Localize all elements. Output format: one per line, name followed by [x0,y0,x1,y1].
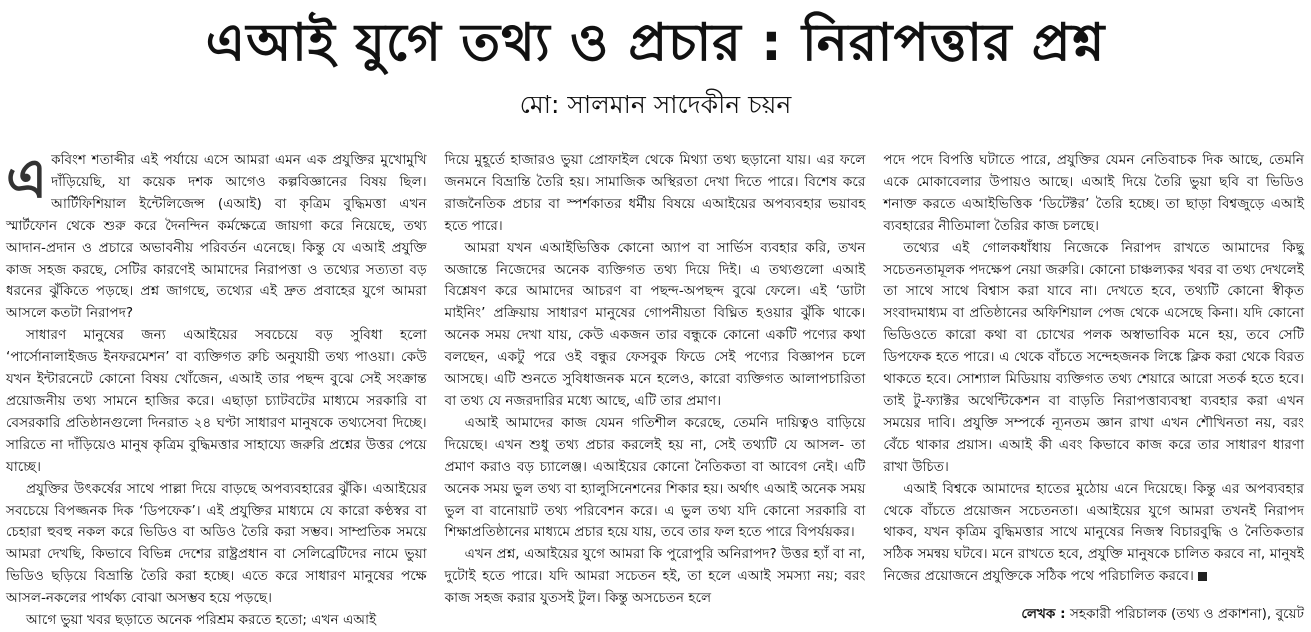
author-credit [883,604,1304,626]
author-title: সহকারী পরিচালক (তথ্য ও প্রকাশনা), বুয়েট [1069,606,1305,623]
author-label: লেখক : [1021,606,1066,623]
paragraph: আগে ভুয়া খবর ছড়াতে অনেক পরিশ্রম করতে হতো; এখন এআই [26,612,377,629]
paragraph: আমরা যখন এআইভিত্তিক কোনো অ্যাপ বা সার্ভিস ব্যবহার করি, তখন অজান্তে নিজেদের অনেক ব্যক্তিগত তথ্য দিয়ে দিই। এ তথ্যগুলো এআই বিশ্লেষণ করে আমাদের আচরণ বা পছন্দ-অপছন্দ বুঝে ফেলে। এই ‘ডাটা মাইনিং’ প্রক্রিয়ায় সাধারণ মানুষের গোপনীয়তা বিঘ্নিত হওয়ার ঝুঁকি থাকে। অনেক সময় দেখা যায়, কেউ একজন তার বন্ধুকে কোনো একটি পণ্যের কথা বলছেন, একটু পরে ওই বন্ধুর ফেসবুক ফিডে সেই পণ্যের বিজ্ঞাপন চলে আসছে। এটি শুনতে সুবিধাজনক মনে হলেও, কারো ব্যক্তিগত আলাপচারিতা বা তথ্য যে নজরদারির মধ্যে আছে, এটি তার প্রমাণ। [444,239,866,409]
paragraph-text: কবিংশ শতাব্দীর এই পর্যায়ে এসে আমরা এমন এক প্রযুক্তির মুখোমুখি দাঁড়িয়েছি, যা কয়েক দশক আগেও কল্পবিজ্ঞানের বিষয় ছিল। আর্টিফিশিয়াল ইন্টেলিজেন্স (এআই) বা কৃত্রিম বুদ্ধিমত্তা এখন স্মার্টফোন থেকে শুরু করে দৈনন্দিন কর্মক্ষেত্রে জায়গা করে নিয়েছে, তথ্য আদান-প্রদান ও প্রচারে অভাবনীয় পরিবর্তন এনেছে। কিন্তু যে এআই প্রযুক্তি কাজ সহজ করছে, সেটির কারণেই আমাদের নিরাপত্তা ও তথ্যের সত্যতা বড় ধরনের ঝুঁকিতে পড়ছে। প্রশ্ন জাগছে, তথ্যের এই দ্রুত প্রবাহের যুগে আমরা আসলে কতটা নিরাপদ? [6,152,427,322]
paragraph-text: এআই বিশ্বকে আমাদের হাতের মুঠোয় এনে দিয়েছে। কিন্তু এর অপব্যবহার থেকে বাঁচতে প্রয়োজন সচেতনতা। এআইয়ের যুগে আমরা তখনই নিরাপদ থাকব, যখন কৃত্রিম বুদ্ধিমত্তার সাথে মানুষের নিজস্ব বিচারবুদ্ধি ও নৈতিকতার সঠিক সমন্বয় ঘটবে। মনে রাখতে হবে, প্রযুক্তি মানুষকে চালিত করবে না, মানুষই নিজের প্রয়োজনে প্রযুক্তিকে সঠিক পথে পরিচালিত করবে। [883,480,1305,585]
article-column-3 [883,150,1305,623]
article-headline: এআই যুগে তথ্য ও প্রচার : নিরাপত্তার প্রশ্ন [205,13,1106,73]
paragraph [883,479,1304,589]
paragraph: দিয়ে মুহূর্তে হাজারও ভুয়া প্রোফাইল থেকে মিথ্যা তথ্য ছড়ানো যায়। এর ফলে জনমনে বিভ্রান্তি তৈরি হয়। সামাজিক অস্থিরতা দেখা দিতে পারে। বিশেষ করে রাজনৈতিক প্রচার বা স্পর্শকাতর ধর্মীয় বিষয়ে এআইয়ের অপব্যবহার ভয়াবহ হতে পারে। [444,152,866,234]
paragraph: পদে পদে বিপত্তি ঘটাতে পারে, প্রযুক্তির যেমন নেতিবাচক দিক আছে, তেমনি একে মোকাবেলার উপায়ও আছে। এআই দিয়ে তৈরি ভুয়া ছবি বা ভিডিও শনাক্ত করতে এআইভিত্তিক ‘ডিটেক্টর’ তৈরি হচ্ছে। তা ছাড়া বিশ্বজুড়ে এআই ব্যবহারের নীতিমালা তৈরির কাজ চলছে। [883,152,1305,234]
paragraph: তথ্যের এই গোলকধাঁধায় নিজেকে নিরাপদ রাখতে আমাদের কিছু সচেতনতামূলক পদক্ষেপ নেয়া জরুরি। কোনো চাঞ্চল্যকর খবর বা তথ্য দেখলেই তা সাথে সাথে বিশ্বাস করা যাবে না। দেখতে হবে, তথ্যটি কোনো স্বীকৃত সংবাদমাধ্যম বা প্রতিষ্ঠানের অফিশিয়াল পেজ থেকে এসেছে কিনা। যদি কোনো ভিডিওতে কারো কথা বা চোখের পলক অস্বাভাবিক মনে হয়, তবে সেটি ডিপফেক হতে পারে। এ থেকে বাঁচতে সন্দেহজনক লিঙ্কে ক্লিক করা থেকে বিরত থাকতে হবে। সোশ্যাল মিডিয়ায় ব্যক্তিগত তথ্য শেয়ারে আরো সতর্ক হতে হবে। তাই টু-ফ্যাক্টর অথেন্টিকেশন বা বাড়তি নিরাপত্তাব্যবস্থা ব্যবহার করা এখন সময়ের দাবি। প্রযুক্তি সম্পর্কে ন্যূনতম জ্ঞান রাখা এখন শৌখিনতা নয়, বরং বেঁচে থাকার প্রয়াস। এআই কী এবং কিভাবে কাজ করে তার সাধারণ ধারণা রাখা উচিত। [883,239,1305,475]
article-byline: মো: সালমান সাদেকীন চয়ন [519,90,792,119]
paragraph: এআই আমাদের কাজ যেমন গতিশীল করেছে, তেমনি দায়িত্বও বাড়িয়ে দিয়েছে। এখন শুধু তথ্য প্রচার করলেই হয় না, সেই তথ্যটি যে আসল- তা প্রমাণ করাও বড় চ্যালেঞ্জ। এআইয়ের কোনো নৈতিকতা বা আবেগ নেই। এটি অনেক সময় ভুল তথ্য বা হ্যালুসিনেশনের শিকার হয়। অর্থাৎ এআই অনেক সময় ভুল বা বানোয়াট তথ্য পরিবেশন করে। এ ভুল তথ্য যদি কোনো সরকারি বা শিক্ষাপ্রতিষ্ঠানের মাধ্যমে প্রচার হয়ে যায়, তবে তার ফল হতে পারে বিপর্যয়কর। [444,414,866,541]
paragraph: সাধারণ মানুষের জন্য এআইয়ের সবচেয়ে বড় সুবিধা হলো ‘পার্সোনালাইজড ইনফরমেশন’ বা ব্যক্তিগত রুচি অনুযায়ী তথ্য পাওয়া। কেউ যখন ইন্টারনেটে কোনো বিষয় খোঁজেন, এআই তার পছন্দ বুঝে সেই সংক্রান্ত প্রয়োজনীয় তথ্য সামনে হাজির করে। এছাড়া চ্যাটবটের মাধ্যমে সরকারি বা বেসরকারি প্রতিষ্ঠানগুলো দিনরাত ২৪ ঘণ্টা সাধারণ মানুষকে তথ্যসেবা দিচ্ছে। সারিতে না দাঁড়িয়েও মানুষ কৃত্রিম বুদ্ধিমত্তার সাহায্যে জরুরি প্রশ্নের উত্তর পেয়ে যাচ্ছে। [6,327,427,475]
paragraph [6,147,427,325]
paragraph: প্রযুক্তির উৎকর্ষের সাথে পাল্লা দিয়ে বাড়ছে অপব্যবহারের ঝুঁকি। এআইয়ের সবচেয়ে বিপজ্জনক দিক ‘ডিপফেক’। এই প্রযুক্তির মাধ্যমে যে কারো কণ্ঠস্বর বা চেহারা হুবহু নকল করে ভিডিও বা অডিও তৈরি করা সম্ভব। সাম্প্রতিক সময়ে আমরা দেখছি, কিভাবে বিভিন্ন দেশের রাষ্ট্রপ্রধান বা সেলিব্রেটিদের নামে ভুয়া ভিডিও ছড়িয়ে বিভ্রান্তি তৈরি করা হচ্ছে। এতে করে সাধারণ মানুষের পক্ষে আসল-নকলের পার্থক্য বোঝা অসম্ভব হয়ে পড়ছে। [6,480,427,607]
article-body [6,147,1305,629]
drop-cap: এ [6,147,48,210]
article-column-1 [6,147,427,629]
end-mark-icon [1198,572,1207,581]
article-column-2 [445,150,866,606]
paragraph: এখন প্রশ্ন, এআইয়ের যুগে আমরা কি পুরোপুরি অনিরাপদ? উত্তর হ্যাঁ বা না, দুটোই হতে পারে। যদি আমরা সচেতন হই, তা হলে এআই সমস্যা নয়; বরং কাজ সহজ করার যুতসই টুল। কিন্তু অসচেতন হলে [444,546,866,607]
